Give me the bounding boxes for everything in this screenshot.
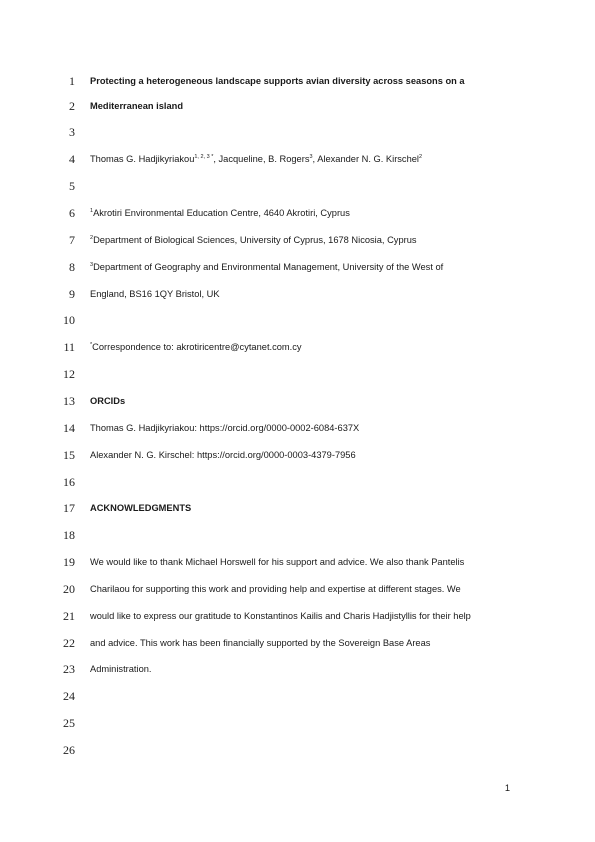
author-name: Alexander N. G. Kirschel — [317, 154, 419, 164]
line-number: 12 — [63, 367, 75, 381]
line-number: 22 — [63, 636, 75, 650]
affiliation-marker: 3 — [90, 262, 94, 268]
orcid-entry: Thomas G. Hadjikyriakou: https://orcid.org/0000-0002-6084-637X — [90, 423, 360, 433]
line-number: 17 — [63, 501, 75, 515]
acknowledgments-text-line: would like to express our gratitude to Konstantinos Kailis and Charis Hadjistyllis for their help — [90, 611, 471, 621]
author-affiliation-marker: 1, 2, 3 * — [194, 154, 214, 160]
affiliation-continuation: England, BS16 1QY Bristol, UK — [90, 289, 220, 299]
correspondence-marker: * — [90, 342, 93, 348]
page-number: 1 — [504, 783, 510, 793]
orcids-heading: ORCIDs — [90, 396, 126, 406]
affiliation-text: Department of Biological Sciences, University of Cyprus, 1678 Nicosia, Cyprus — [93, 235, 417, 245]
line-number: 6 — [69, 206, 75, 220]
line-number: 8 — [69, 260, 75, 274]
affiliation-text: Akrotiri Environmental Education Centre, 4640 Akrotiri, Cyprus — [93, 208, 350, 218]
line-number: 11 — [63, 340, 75, 354]
affiliation — [90, 233, 417, 247]
author-list — [90, 152, 422, 166]
acknowledgments-heading: ACKNOWLEDGMENTS — [90, 503, 192, 513]
line-number: 2 — [69, 99, 75, 113]
author-name: Jacqueline, B. Rogers — [218, 154, 310, 164]
correspondence-text: Correspondence to: akrotiricentre@cytanet.com.cy — [92, 342, 302, 352]
acknowledgments-text-line: and advice. This work has been financially supported by the Sovereign Base Areas — [90, 638, 431, 648]
correspondence — [90, 340, 302, 354]
paper-title-line-2: Mediterranean island — [90, 101, 183, 111]
line-number: 24 — [63, 689, 75, 703]
acknowledgments-text-line: We would like to thank Michael Horswell for his support and advice. We also thank Pantelis — [90, 557, 465, 567]
affiliation — [90, 206, 350, 220]
author-separator: , — [213, 154, 219, 164]
line-number: 14 — [63, 421, 75, 435]
line-number: 10 — [63, 313, 75, 327]
affiliation — [90, 260, 443, 274]
line-number: 4 — [69, 152, 75, 166]
line-number: 5 — [69, 179, 75, 193]
line-number: 23 — [63, 662, 75, 676]
line-number: 21 — [63, 609, 75, 623]
author-affiliation-marker: 3 — [309, 154, 313, 160]
line-number: 25 — [63, 716, 75, 730]
paper-title-line-1: Protecting a heterogeneous landscape supports avian diversity across seasons on a — [90, 76, 465, 86]
line-number: 26 — [63, 743, 75, 757]
line-number: 9 — [69, 287, 75, 301]
line-number: 15 — [63, 448, 75, 462]
line-number: 7 — [69, 233, 75, 247]
line-number: 16 — [63, 475, 75, 489]
affiliation-marker: 2 — [90, 235, 94, 241]
line-number: 18 — [63, 528, 75, 542]
line-number: 3 — [69, 125, 75, 139]
line-number: 20 — [63, 582, 75, 596]
line-number: 19 — [63, 555, 75, 569]
acknowledgments-text-line: Charilaou for supporting this work and providing help and expertise at different stages. We — [90, 584, 461, 594]
affiliation-text: Department of Geography and Environmental Management, University of the West of — [93, 262, 444, 272]
acknowledgments-text-line: Administration. — [90, 664, 152, 674]
author-affiliation-marker: 2 — [419, 154, 423, 160]
line-number: 1 — [69, 74, 75, 88]
affiliation-marker: 1 — [90, 208, 94, 214]
line-number: 13 — [63, 394, 75, 408]
author-separator: , — [312, 154, 318, 164]
orcid-entry: Alexander N. G. Kirschel: https://orcid.org/0000-0003-4379-7956 — [90, 450, 356, 460]
author-name: Thomas G. Hadjikyriakou — [90, 154, 195, 164]
